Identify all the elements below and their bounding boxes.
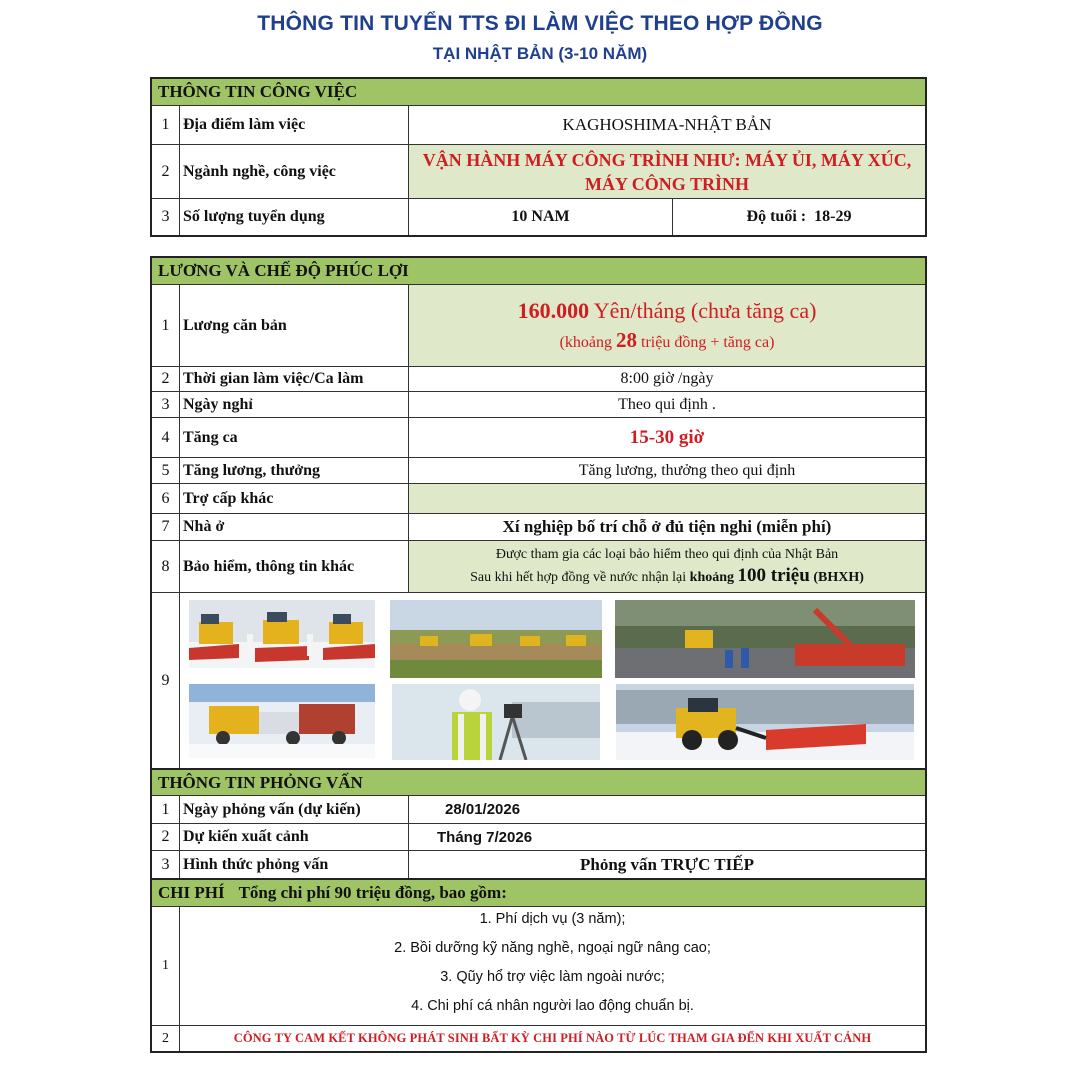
table-row <box>152 1025 925 1051</box>
cost-item: 3. Qũy hổ trợ việc làm ngoài nước; <box>440 969 665 985</box>
row-number: 5 <box>152 458 180 483</box>
salary-amount: 160.000 <box>517 298 590 323</box>
job-info-heading: THÔNG TIN CÔNG VIỆC <box>152 79 925 105</box>
snow-truck-photo <box>189 684 375 758</box>
interview-date-value: 28/01/2026 <box>445 801 521 818</box>
work-location-value: KAGHOSHIMA-NHẬT BẢN <box>562 115 772 134</box>
other-allowance-value <box>409 484 925 513</box>
table-row <box>152 483 925 513</box>
row-number: 4 <box>152 418 180 457</box>
cost-total: Tổng chi phí 90 triệu đồng, bao gồm: <box>238 883 507 902</box>
salary-section <box>150 256 927 1053</box>
working-hours-value: 8:00 giờ /ngày <box>620 370 714 387</box>
salary-approx-prefix: (khoảng <box>559 334 616 351</box>
table-row <box>152 540 925 592</box>
commitment-text: CÔNG TY CAM KẾT KHÔNG PHÁT SINH BẤT KỲ CHI PHÍ NÀO TỪ LÚC THAM GIA ĐẾN KHI XUẤT CẢNH <box>233 1031 872 1045</box>
row-number: 2 <box>152 1026 180 1051</box>
occupation-value: VẬN HÀNH MÁY CÔNG TRÌNH NHƯ: MÁY ỦI, MÁY XÚC, MÁY CÔNG TRÌNH <box>409 145 925 198</box>
bulldozer-field-photo <box>390 600 602 678</box>
row-number: 8 <box>152 541 180 592</box>
departure-value: Tháng 7/2026 <box>437 828 533 846</box>
row-label: Tăng ca <box>180 418 409 457</box>
row-label: Trợ cấp khác <box>180 484 409 513</box>
salary-heading: LƯƠNG VÀ CHẾ ĐỘ PHÚC LỢI <box>152 258 925 284</box>
row-number: 1 <box>152 106 180 144</box>
cost-item: 2. Bồi dưỡng kỹ năng nghề, ngoại ngữ nâng cao; <box>394 940 711 956</box>
job-info-section <box>150 77 927 237</box>
age-value: 18-29 <box>814 208 852 225</box>
row-label: Tăng lương, thưởng <box>180 458 409 483</box>
row-number: 1 <box>152 796 180 823</box>
row-label: Dự kiến xuất cảnh <box>180 824 409 850</box>
row-number: 1 <box>152 907 180 1025</box>
insurance-value <box>409 541 925 592</box>
age-label: Độ tuổi : <box>746 208 807 225</box>
salary-approx-amount: 28 <box>616 328 637 352</box>
insurance-line-2-bold: khoảng <box>689 569 738 585</box>
interview-heading: THÔNG TIN PHỎNG VẤN <box>152 768 925 795</box>
insurance-line-1: Được tham gia các loại bảo hiểm theo qui định của Nhật Bản <box>495 546 839 562</box>
crane-roadside-photo <box>615 600 915 678</box>
interview-format-value: Phỏng vấn TRỰC TIẾP <box>580 854 754 874</box>
row-number: 3 <box>152 851 180 878</box>
row-number: 2 <box>152 145 180 198</box>
row-label: Số lượng tuyển dụng <box>180 199 409 235</box>
row-label: Nhà ở <box>180 514 409 540</box>
table-row <box>152 823 925 850</box>
base-salary-value <box>409 285 925 366</box>
row-label: Lương căn bản <box>180 285 409 366</box>
raise-bonus-value: Tăng lương, thưởng theo qui định <box>578 461 796 479</box>
cost-label: CHI PHÍ <box>158 883 225 902</box>
table-row <box>152 850 925 878</box>
row-label: Ngành nghề, công việc <box>180 145 409 198</box>
table-row <box>152 105 925 144</box>
row-number: 3 <box>152 199 180 235</box>
salary-approx-suffix: triệu đồng + tăng ca) <box>637 334 775 351</box>
overtime-value: 15-30 giờ <box>629 426 705 448</box>
row-number: 6 <box>152 484 180 513</box>
table-row <box>152 366 925 391</box>
row-number: 3 <box>152 392 180 417</box>
row-label: Bảo hiểm, thông tin khác <box>180 541 409 592</box>
insurance-line-2-amount: 100 triệu <box>737 564 810 586</box>
table-row <box>152 391 925 417</box>
row-number: 2 <box>152 367 180 391</box>
insurance-line-2-suffix: (BHXH) <box>809 569 864 585</box>
row-number: 7 <box>152 514 180 540</box>
row-number: 9 <box>152 593 180 768</box>
page-title-line-1: THÔNG TIN TUYỂN TTS ĐI LÀM VIỆC THEO HỢP ĐỒNG <box>257 12 823 35</box>
table-row <box>152 906 925 1025</box>
age-range <box>673 199 925 235</box>
salary-unit: Yên/tháng (chưa tăng ca) <box>589 298 817 323</box>
snow-plow-photo <box>189 600 375 668</box>
cost-item: 1. Phí dịch vụ (3 năm); <box>479 911 626 927</box>
table-row <box>152 144 925 198</box>
page-title-line-2: TẠI NHẬT BẢN (3-10 NĂM) <box>432 44 648 63</box>
table-row <box>152 198 925 235</box>
photo-gallery <box>180 593 925 768</box>
housing-value: Xí nghiệp bố trí chỗ ở đủ tiện nghi (miễn phí) <box>502 517 832 536</box>
row-label: Ngày nghỉ <box>180 392 409 417</box>
table-row <box>152 457 925 483</box>
surveyor-photo <box>392 684 600 760</box>
recruit-count-value: 10 NAM <box>409 199 673 235</box>
table-row <box>152 513 925 540</box>
cost-heading <box>152 878 925 906</box>
row-label: Địa điểm làm việc <box>180 106 409 144</box>
loader-plow-photo <box>616 684 914 760</box>
row-label: Thời gian làm việc/Ca làm <box>180 367 409 391</box>
row-number: 2 <box>152 824 180 850</box>
insurance-line-2-prefix: Sau khi hết hợp đồng về nước nhận lại <box>470 569 690 585</box>
row-label: Ngày phỏng vấn (dự kiến) <box>180 796 409 823</box>
table-row <box>152 284 925 366</box>
table-row <box>152 417 925 457</box>
days-off-value: Theo qui định . <box>618 395 716 413</box>
table-row <box>152 592 925 768</box>
row-label: Hình thức phỏng vấn <box>180 851 409 878</box>
row-number: 1 <box>152 285 180 366</box>
cost-item: 4. Chi phí cá nhân người lao động chuẩn bị. <box>411 998 694 1014</box>
table-row <box>152 795 925 823</box>
